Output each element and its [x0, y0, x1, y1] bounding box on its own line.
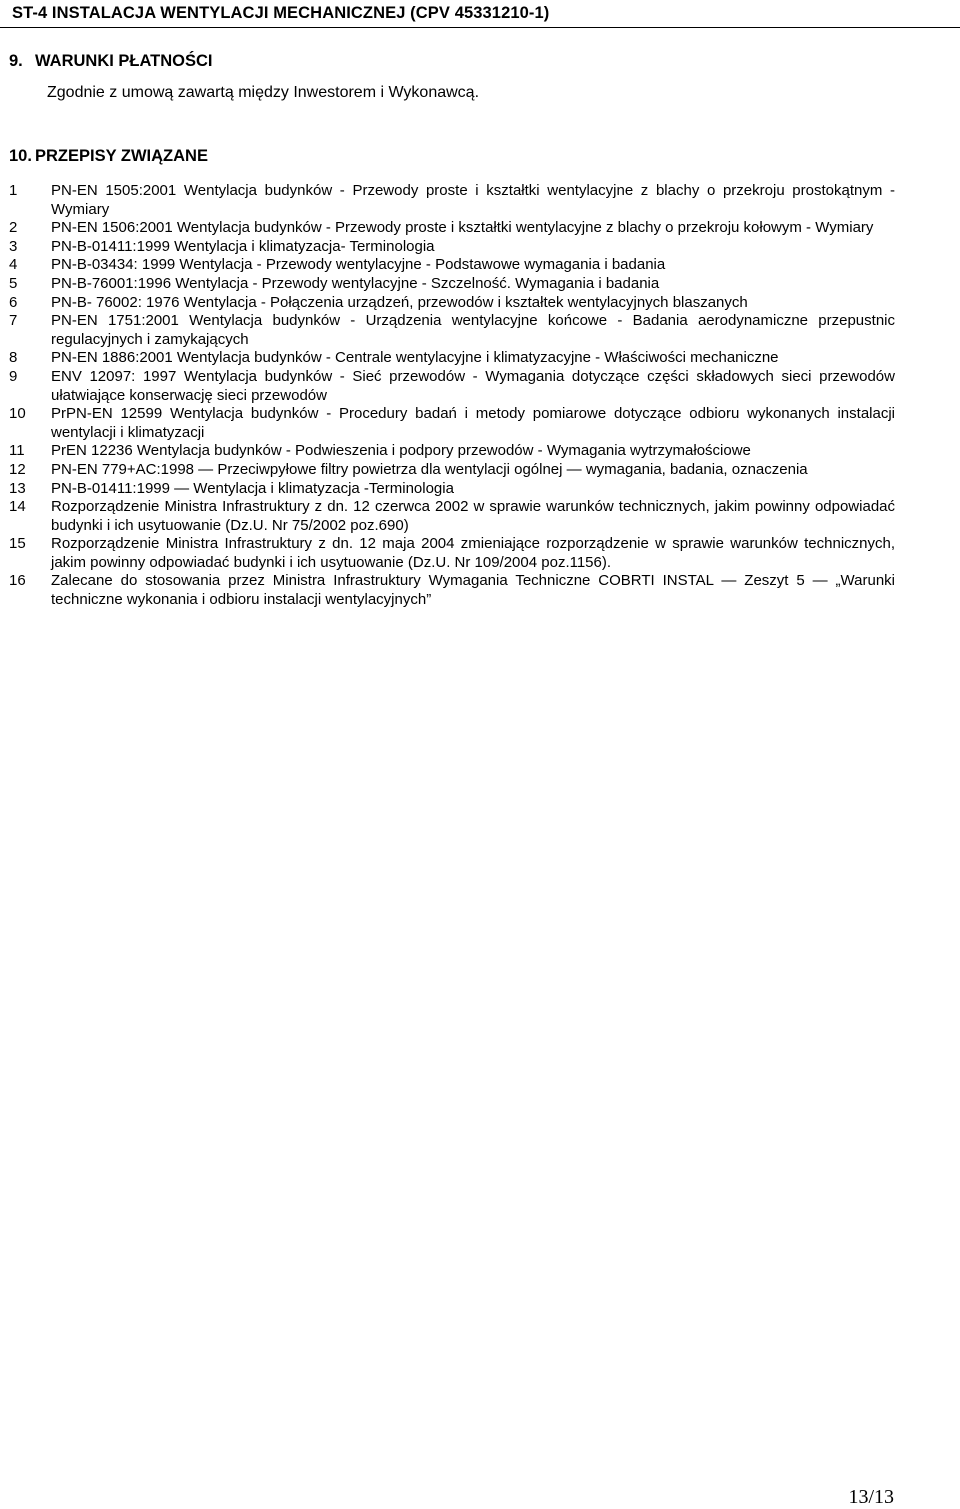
list-item-number: 6: [9, 293, 18, 311]
list-item-text: PN-EN 779+AC:1998 — Przeciwpyłowe filtry powietrza dla wentylacji ogólnej — wymagania, badania, oznaczenia: [51, 460, 808, 478]
list-item-number: 5: [9, 274, 18, 292]
list-item: [9, 368, 895, 405]
list-item-text: PN-B-01411:1999 — Wentylacja i klimatyzacja -Terminologia: [51, 479, 454, 497]
page-number: 13/13: [848, 1486, 894, 1508]
list-item-number: 4: [9, 256, 18, 274]
list-item-text: Zalecane do stosowania przez Ministra Infrastruktury Wymagania Techniczne COBRTI INSTAL — Zeszyt 5 — „Warunki techniczne wykonania i odbioru instalacji wentylacyjnych”: [51, 572, 895, 609]
section-10-title: PRZEPISY ZWIĄZANE: [35, 147, 208, 165]
list-item-text: PN-EN 1505:2001 Wentylacja budynków - Przewody proste i kształtki wentylacyjne z blachy o przekroju prostokątnym - Wymiary: [51, 182, 895, 218]
section-10-heading: [9, 147, 208, 166]
list-item: [9, 294, 895, 313]
list-item: [9, 275, 895, 294]
list-item-text: PN-EN 1886:2001 Wentylacja budynków - Centrale wentylacyjne i klimatyzacyjne - Właściwości mechaniczne: [51, 349, 779, 367]
list-item: [9, 182, 895, 219]
list-item: [9, 405, 895, 442]
list-item: [9, 349, 895, 368]
list-item-number: 13: [9, 479, 26, 497]
list-item-number: 14: [9, 498, 26, 516]
list-item-number: 9: [9, 367, 18, 385]
list-item: [9, 572, 895, 609]
header-title: ST-4 INSTALACJA WENTYLACJI MECHANICZNEJ (CPV 45331210-1): [12, 4, 550, 22]
list-item-number: 3: [9, 237, 18, 255]
list-item: [9, 256, 895, 275]
list-item-text: Rozporządzenie Ministra Infrastruktury z dn. 12 maja 2004 zmieniające rozporządzenie w sprawie warunków technicznych, jakim powinny odpowiadać budynki i ich usytuowanie (Dz.U. Nr 109/2004 poz.1156).: [51, 535, 895, 571]
list-item-text: ENV 12097: 1997 Wentylacja budynków - Sieć przewodów - Wymagania dotyczące części składowych sieci przewodów ułatwiające konserwację sieci przewodów: [51, 367, 895, 404]
document-header: [0, 0, 960, 28]
list-item: [9, 480, 895, 499]
list-item: [9, 498, 895, 535]
section-9-heading: [9, 52, 213, 71]
list-item: [9, 535, 895, 572]
section-9-number: 9.: [9, 52, 23, 70]
list-item: [9, 442, 895, 461]
regulations-list: [9, 182, 895, 610]
list-item-text: PN-B-03434: 1999 Wentylacja - Przewody wentylacyjne - Podstawowe wymagania i badania: [51, 256, 666, 274]
list-item-number: 7: [9, 312, 18, 330]
list-item-number: 16: [9, 572, 26, 590]
list-item-text: PN-B- 76002: 1976 Wentylacja - Połączenia urządzeń, przewodów i kształtek wentylacyjnych blaszanych: [51, 293, 748, 311]
list-item-text: PN-EN 1506:2001 Wentylacja budynków - Przewody proste i kształtki wentylacyjne z blachy o przekroju kołowym - Wymiary: [51, 219, 874, 237]
list-item-number: 8: [9, 349, 18, 367]
list-item-text: PN-B-76001:1996 Wentylacja - Przewody wentylacyjne - Szczelność. Wymagania i badania: [51, 274, 660, 292]
list-item-number: 2: [9, 219, 18, 237]
list-item: [9, 312, 895, 349]
list-item-number: 10: [9, 405, 26, 423]
list-item-number: 12: [9, 460, 26, 478]
list-item-number: 11: [9, 442, 25, 460]
list-item-text: PrEN 12236 Wentylacja budynków - Podwieszenia i podpory przewodów - Wymagania wytrzymałościowe: [51, 442, 751, 460]
list-item-text: PN-B-01411:1999 Wentylacja i klimatyzacja- Terminologia: [51, 237, 435, 255]
list-item-text: PrPN-EN 12599 Wentylacja budynków - Procedury badań i metody pomiarowe dotyczące odbioru wykonanych instalacji wentylacji i klimatyzacji: [51, 405, 895, 441]
section-10-number: 10.: [9, 147, 32, 165]
section-9-text: Zgodnie z umową zawartą między Inwestorem i Wykonawcą.: [47, 84, 480, 101]
list-item: [9, 461, 895, 480]
list-item-text: Rozporządzenie Ministra Infrastruktury z dn. 12 czerwca 2002 w sprawie warunków technicznych, jakim powinny odpowiadać budynki i ich usytuowanie (Dz.U. Nr 75/2002 poz.690): [51, 498, 895, 534]
section-9-title: WARUNKI PŁATNOŚCI: [35, 52, 213, 70]
list-item-number: 15: [9, 535, 26, 553]
list-item: [9, 219, 895, 238]
list-item: [9, 238, 895, 257]
list-item-text: PN-EN 1751:2001 Wentylacja budynków - Urządzenia wentylacyjne końcowe - Badania aerodynamiczne przepustnic regulacyjnych i zamykających: [51, 312, 895, 348]
list-item-number: 1: [9, 182, 18, 199]
